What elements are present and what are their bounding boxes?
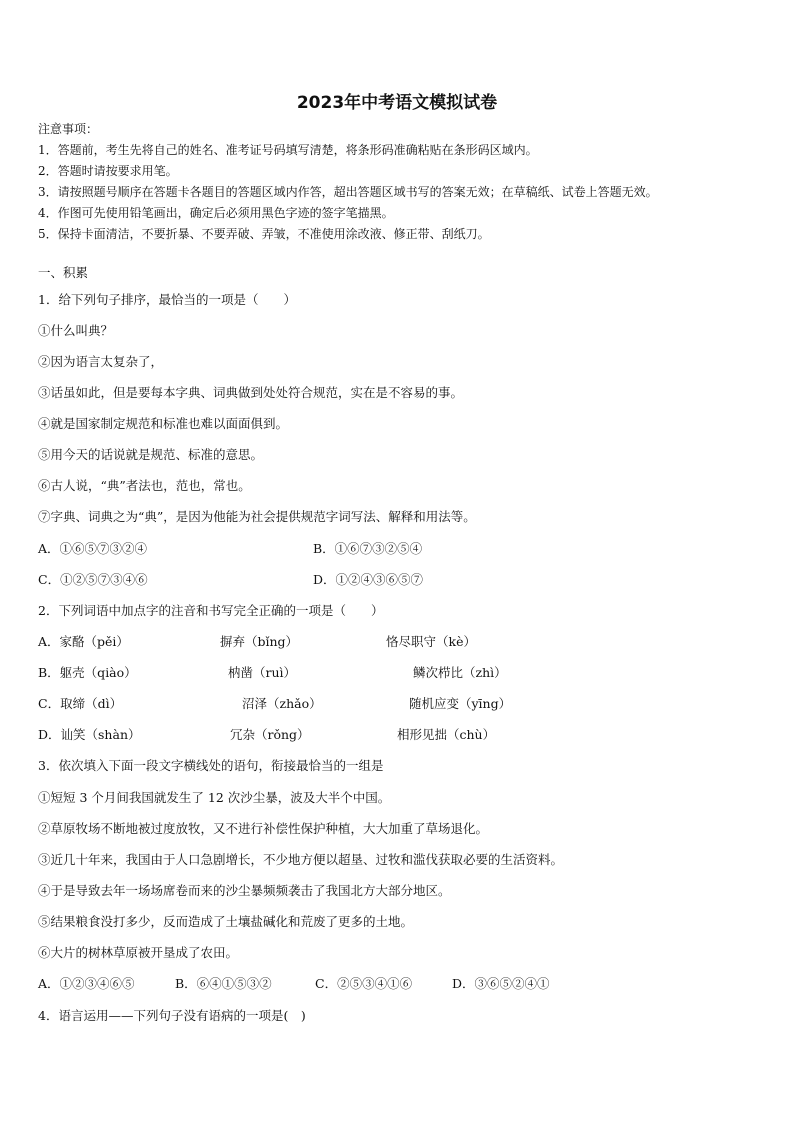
q2-row-b-word2: 枘凿（ruì）	[228, 665, 297, 680]
q2-row-a-word1: A．家酪（pěi）	[38, 634, 129, 649]
q2-row-a-word2: 摒弃（bǐng）	[220, 634, 299, 649]
q2-row-c-word1: C．取缔（dì）	[38, 696, 123, 711]
notice-item: 1．答题前，考生先将自己的姓名、准考证号码填写清楚，将条形码准确粘贴在条形码区域内。	[38, 143, 538, 157]
q3-sentence: ④于是导致去年一场场席卷而来的沙尘暴频频袭击了我国北方大部分地区。	[38, 883, 451, 898]
q1-option-c: C．①②⑤⑦③④⑥	[38, 572, 148, 587]
q2-row-d-word1: D．讪笑（shàn）	[38, 727, 141, 742]
section-heading: 一、积累	[38, 265, 89, 280]
q2-row-a-word3: 恪尽职守（kè）	[386, 634, 476, 649]
q3-sentence: ②草原牧场不断地被过度放牧，又不进行补偿性保护种植，大大加重了草场退化。	[38, 821, 489, 836]
notice-item: 3．请按照题号顺序在答题卡各题目的答题区域内作答，超出答题区域书写的答案无效；在草稿纸、试卷上答题无效。	[38, 185, 658, 199]
q1-option-a: A．①⑥⑤⑦③②④	[38, 541, 148, 556]
q1-sentence: ⑦字典、词典之为“典”，是因为他能为社会提供规范字词写法、解释和用法等。	[38, 509, 476, 524]
q1-sentence: ③话虽如此，但是要每本字典、词典做到处处符合规范，实在是不容易的事。	[38, 385, 464, 400]
notice-heading: 注意事项：	[38, 122, 99, 136]
q1-stem: 1．给下列句子排序，最恰当的一项是（ ）	[38, 292, 296, 307]
notice-item: 5．保持卡面清洁，不要折暴、不要弄破、弄皱，不准使用涂改液、修正带、刮纸刀。	[38, 227, 490, 241]
q2-row-b-word3: 鳞次栉比（zhì）	[413, 665, 507, 680]
q1-sentence: ①什么叫典？	[38, 323, 114, 338]
q3-option-d: D．③⑥⑤②④①	[452, 976, 550, 991]
q1-option-d: D．①②④③⑥⑤⑦	[313, 572, 424, 587]
q1-sentence: ⑥古人说，“典”者法也，范也，常也。	[38, 478, 251, 493]
q1-sentence: ⑤用今天的话说就是规范、标准的意思。	[38, 447, 264, 462]
q3-option-a: A．①②③④⑥⑤	[38, 976, 135, 991]
q1-sentence: ④就是国家制定规范和标准也难以面面俱到。	[38, 416, 289, 431]
q3-sentence: ⑤结果粮食没打多少，反而造成了土壤盐碱化和荒废了更多的土地。	[38, 914, 414, 929]
q3-stem: 3．依次填入下面一段文字横线处的语句，衔接最恰当的一组是	[38, 758, 384, 773]
q3-sentence: ③近几十年来，我国由于人口急剧增长，不少地方便以超垦、过牧和滥伐获取必要的生活资料。	[38, 852, 564, 867]
q2-row-c-word2: 沼泽（zhǎo）	[242, 696, 322, 711]
q2-row-b-word1: B．躯壳（qiào）	[38, 665, 137, 680]
q3-sentence: ⑥大片的树林草原被开垦成了农田。	[38, 945, 239, 960]
q4-stem: 4．语言运用——下列句子没有语病的一项是( )	[38, 1008, 306, 1023]
page-title: 2023年中考语文模拟试卷	[296, 93, 498, 113]
q3-option-c: C．②⑤③④①⑥	[315, 976, 413, 991]
q3-sentence: ①短短 3 个月间我国就发生了 12 次沙尘暴，波及大半个中国。	[38, 790, 391, 805]
notice-item: 4．作图可先使用铅笔画出，确定后必须用黑色字迹的签字笔描黑。	[38, 206, 394, 220]
q1-option-b: B．①⑥⑦③②⑤④	[313, 541, 423, 556]
q2-row-d-word3: 相形见拙（chù）	[397, 727, 496, 742]
q2-row-d-word2: 冗杂（rǒng）	[230, 727, 310, 742]
notice-item: 2．答题时请按要求用笔。	[38, 164, 178, 178]
q3-option-b: B．⑥④①⑤③②	[175, 976, 272, 991]
q2-row-c-word3: 随机应变（yīng）	[409, 696, 512, 711]
q2-stem: 2．下列词语中加点字的注音和书写完全正确的一项是（ ）	[38, 603, 384, 618]
q1-sentence: ②因为语言太复杂了，	[38, 354, 164, 369]
